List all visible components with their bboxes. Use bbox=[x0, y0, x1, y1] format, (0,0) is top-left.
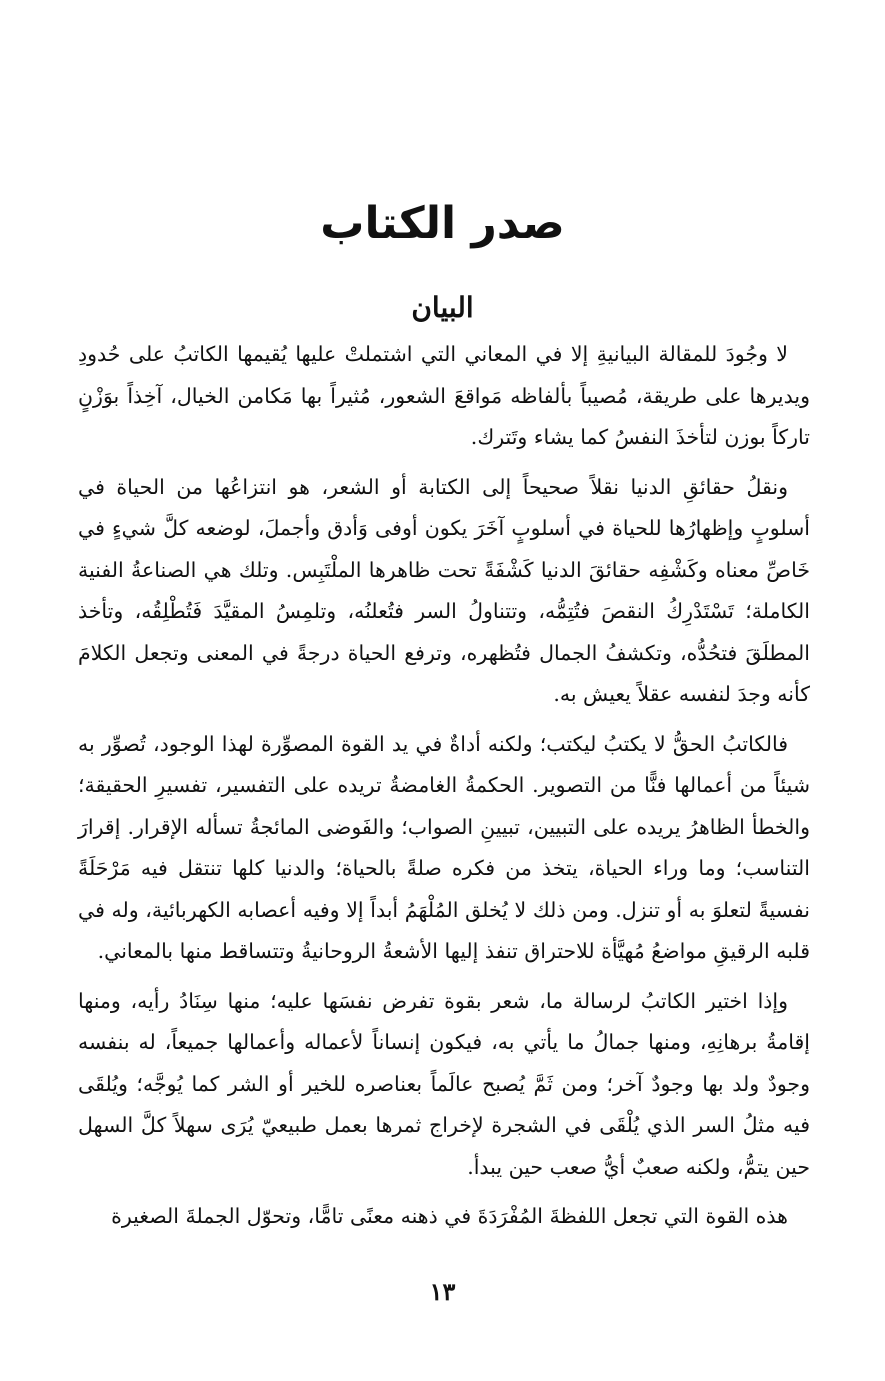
chapter-title: صدر الكتاب bbox=[320, 198, 565, 249]
paragraph: هذه القوة التي تجعل اللفظةَ المُفْرَدَةَ في ذهنه معنًى تامًّا، وتحوّل الجملةَ الصغيرة bbox=[111, 1204, 788, 1228]
paragraph: لا وجُودَ للمقالة البيانيةِ إلا في المعاني التي اشتملتْ عليها يُقيمها الكاتبُ على حُدودِ ويديرها على طريقة، مُصيباً بألفاظه مَواقعَ الشعور، مُثيراً بها مَكامن الخيال، آخِذاً بوَزْنٍ تاركاً بوزن لتأخذَ النفسُ كما يشاء وتَترك. bbox=[78, 342, 810, 449]
section-title: البيان bbox=[411, 291, 474, 324]
page-number: ١٣ bbox=[429, 1277, 456, 1306]
body-text bbox=[78, 334, 810, 1246]
paragraph: فالكاتبُ الحقُّ لا يكتبُ ليكتب؛ ولكنه أداةٌ في يد القوة المصوِّرة لهذا الوجود، تُصوِّر به شيئاً من أعمالها فنًّا من التصوير. الحكمةُ الغامضةُ تريده على التفسير، تفسيرِ الحقيقة؛ والخطأ الظاهرُ يريده على التبيين، تبيينِ الصواب؛ والفَوضى المائجةُ تسأله الإقرار. إقرارَ التناسب؛ وما وراء الحياة، يتخذ من فكره صلةً بالحياة؛ والدنيا كلها تنتقل فيه مَرْحَلَةً نفسيةً لتعلوَ به أو تنزل. ومن ذلك لا يُخلق المُلْهَمُ أبداً إلا وفيه أعصابه الكهربائية، وله في قلبه الرقيقِ مواضعُ مُهيَّأة للاحتراق تنفذ إليها الأشعةُ الروحانيةُ وتتساقط منها بالمعاني. bbox=[78, 731, 810, 963]
paragraph: ونقلُ حقائقِ الدنيا نقلاً صحيحاً إلى الكتابة أو الشعر، هو انتزاعُها من الحياة في أسلوبٍ وإظهارُها للحياة في أسلوبٍ آخَرَ يكون أوفى وَأدق وأجملَ، لوضعه كلَّ شيءٍ في خَاصِّ معناه وكَشْفِه حقائقَ الدنيا كَشْفَةً تحت ظاهرها الملْتَبِس. وتلك هي الصناعةُ الفنية الكاملة؛ تَسْتَدْرِكُ النقصَ فتُتِمُّه، وتتناولُ السر فتُعلنُه، وتلمِسُ المقيَّدَ فَتُطْلِقُه، وتأخذ المطلَقَ فتحُدُّه، وتكشفُ الجمال فتُظهره، وترفع الحياة درجةً في المعنى وتجعل الكلامَ كأنه وجدَ لنفسه عقلاً يعيش به. bbox=[78, 474, 810, 706]
paragraph: وإذا اختير الكاتبُ لرسالة ما، شعر بقوة تفرض نفسَها عليه؛ منها سِنَادُ رأيه، ومنها إقامةُ برهانِهِ، ومنها جمالُ ما يأتي به، فيكون إنساناً لأعماله وأعمالها جميعاً، له بنفسه وجودٌ ولد بها وجودٌ آخر؛ ومن ثَمَّ يُصبح عالَماً بعناصره للخير أو الشر كما يُوجَّه؛ ويُلقَى فيه مثلُ السر الذي يُلْقَى في الشجرة لإخراج ثمرها بعمل طبيعيّ يُرَى سهلاً كلَّ السهل حين يتمُّ، ولكنه صعبٌ أيُّ صعب حين يبدأ. bbox=[78, 988, 810, 1179]
